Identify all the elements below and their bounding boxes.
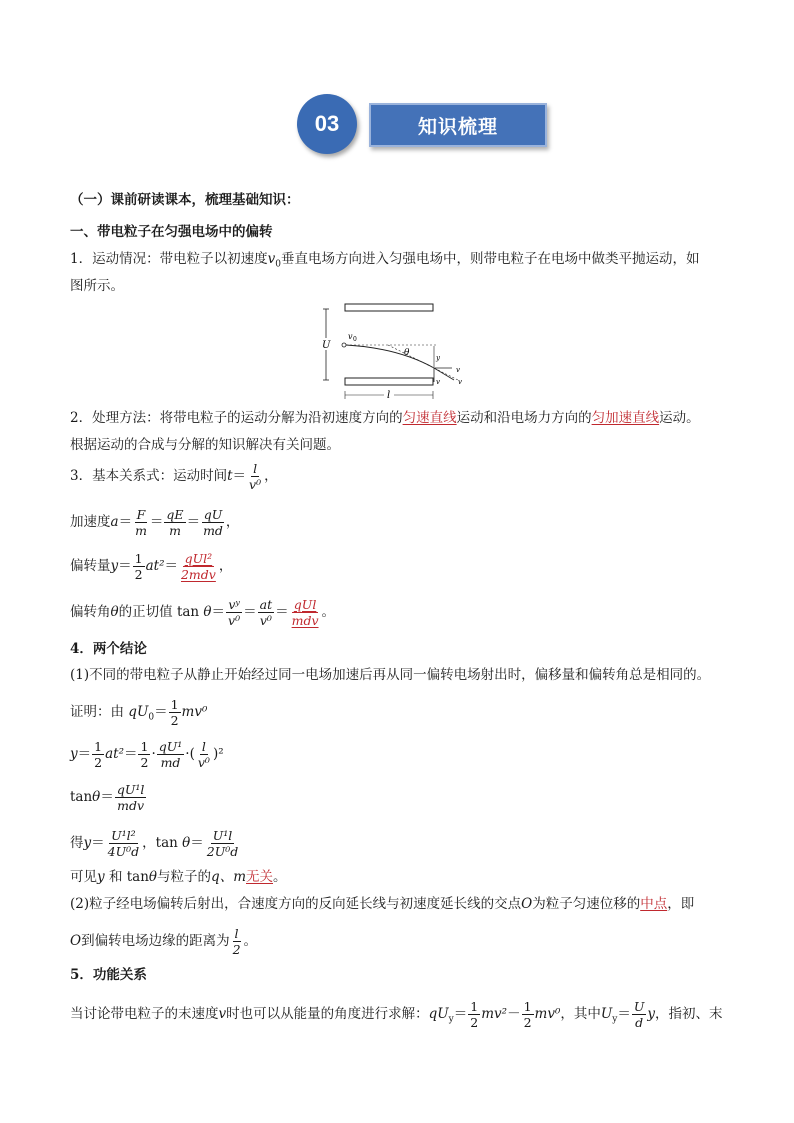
item2-line2: 根据运动的合成与分解的知识解决有关问题。 — [70, 437, 340, 453]
answer-irrelevant: 无关 — [246, 869, 273, 885]
conclusion-independent: 可见y 和 tanθ与粒子的q、m无关。 — [70, 869, 287, 885]
item3-offset: 偏转量y＝ $\frac{1}{2}$ at²＝ $\frac{\text{qUl²}}{\text{2mdv}}$ ， — [70, 551, 233, 582]
conclusion-2-line1: (2)粒子经电场偏转后射出，合速度方向的反向延长线与初速度延长线的交点O为粒子匀速位移的中点，即 — [70, 896, 695, 912]
proof-y-line: y＝ $\frac{1}{2}$ at²＝ $\frac{1}{2}$ · $\frac{\text{qU¹}}{md}$ ·( $\frac{l}{\text{v⁰}}$ )² — [70, 739, 224, 770]
svg-text:v: v — [456, 366, 460, 374]
theta-label: θ — [404, 348, 410, 358]
section1-heading: 一、带电粒子在匀强电场中的偏转 — [70, 224, 273, 240]
item5-heading: 5．功能关系 — [70, 967, 147, 983]
conclusion-2-line2: O到偏转电场边缘的距离为 $\frac{l}{2}$ 。 — [70, 926, 258, 957]
item1-line1: 1．运动情况：带电粒子以初速度$v_0$垂直电场方向进入匀强电场中，则带电粒子在电场中做类平抛运动，如 — [70, 251, 700, 270]
item2-line1: 2．处理方法：将带电粒子的运动分解为沿初速度方向的匀速直线运动和沿电场力方向的匀加速直线运动。 — [70, 410, 700, 426]
proof-tan-line: tanθ＝ $\frac{\text{qU¹l}}{\text{mdv}}$ — [70, 782, 145, 813]
answer-uniform-linear: 匀速直线 — [402, 410, 457, 426]
item3-angle: 偏转角θ的正切值 tan θ＝ $\frac{\text{vʸ}}{\text{v⁰}}$ ＝ $\frac{at}{\text{v⁰}}$ ＝ $\frac{\text{qUl}}{\text{mdv}}$ 。 — [70, 597, 336, 628]
v-label: v — [458, 378, 462, 386]
deflection-figure — [318, 302, 478, 402]
item3-accel: 加速度a＝ $\frac{F}{m}$ ＝ $\frac{qE}{m}$ ＝ $\frac{qU}{md}$ ， — [70, 507, 240, 538]
answer-uniform-accel: 匀加速直线 — [591, 410, 660, 426]
answer-midpoint: 中点 — [640, 896, 668, 912]
item1-line2: 图所示。 — [70, 278, 124, 294]
intro-heading: （一）课前研读课本，梳理基础知识： — [70, 192, 300, 208]
y-label: y — [436, 354, 440, 362]
proof-line: 证明：由 $qU_0=$ $\frac{1}{2}$ mv⁰ — [70, 697, 208, 728]
item5-line: 当讨论带电粒子的末速度v时也可以从能量的角度进行求解：$qU_y=$ $\frac{1}{2}$ mv²－ $\frac{1}{2}$ mv⁰，其中$U_y=$ $\frac{U}{d}$ y，指初、末 — [70, 999, 723, 1030]
item4-heading: 4．两个结论 — [70, 641, 147, 657]
length-label: l — [387, 390, 391, 401]
answer-tangent: $\frac{\text{qUl}}{\text{mdv}}$ — [291, 597, 319, 628]
section-number-badge: 03 — [297, 94, 357, 154]
svg-text:0: 0 — [353, 336, 357, 343]
svg-text:v: v — [436, 378, 440, 386]
item3-time: 3．基本关系式：运动时间t＝ $\frac{l}{\text{v⁰}}$ ， — [70, 461, 278, 492]
answer-offset: $\frac{\text{qUl²}}{\text{2mdv}}$ — [180, 551, 216, 582]
proof-result-line: 得y＝ $\frac{\text{U¹l²}}{\text{4U⁰d}}$ ，tan θ＝ $\frac{\text{U¹l}}{\text{2U⁰d}}$ — [70, 828, 239, 859]
section-title-banner: 知识梳理 — [369, 103, 547, 147]
conclusion-1: (1)不同的带电粒子从静止开始经过同一电场加速后再从同一偏转电场射出时，偏移量和偏转角总是相同的。 — [70, 667, 711, 683]
voltage-label: U — [322, 340, 331, 351]
v0-label: v — [348, 332, 353, 341]
